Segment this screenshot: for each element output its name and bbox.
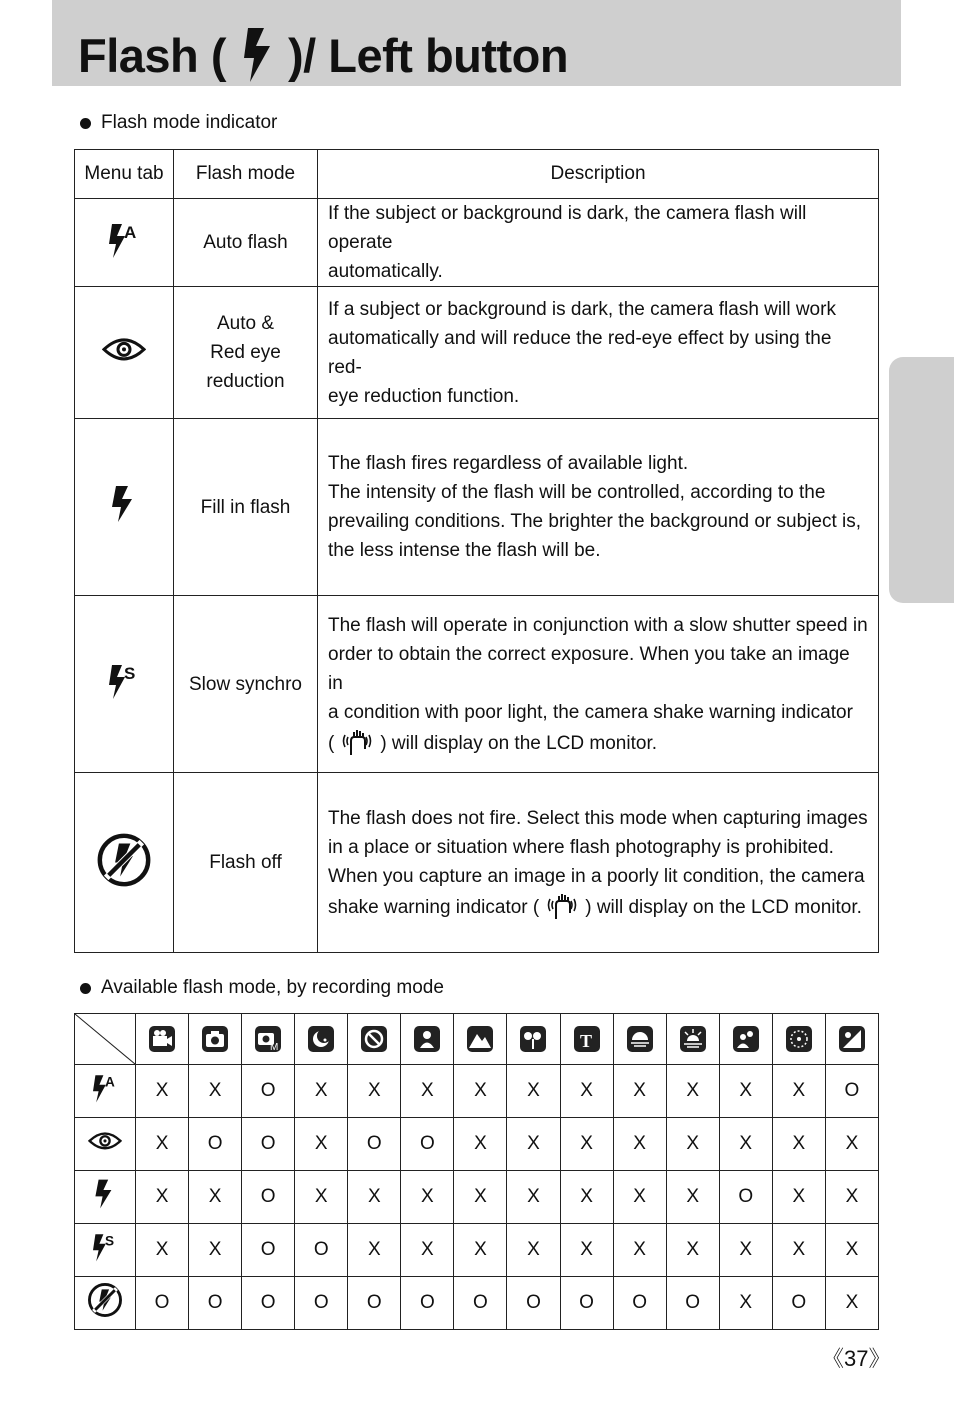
description-line: ) will display on the LCD monitor. [585,896,862,918]
sunset-icon [626,1025,654,1053]
availability-cell: X [454,1224,507,1277]
svg-text:A: A [105,1074,115,1090]
table-row [75,287,879,419]
flash-off-icon [96,832,152,888]
availability-cell: O [295,1224,348,1277]
menu-tab-cell [75,199,174,287]
auto-flash-icon [89,1072,121,1104]
flash-mode-icon-cell [75,1065,136,1118]
availability-cell: X [136,1171,189,1224]
availability-cell: X [507,1065,560,1118]
availability-cell: O [825,1065,878,1118]
text-icon [573,1025,601,1053]
flash-mode-name: reduction [206,371,285,392]
table-row [75,199,879,287]
recording-mode-header-row [75,1014,879,1065]
availability-cell: X [348,1171,401,1224]
flash-mode-table-body [75,199,879,953]
recording-mode-cell [189,1014,242,1065]
description-line: order to obtain the correct exposure. When you take an image in [328,643,850,694]
auto-icon [360,1025,388,1053]
flash-mode-name: Slow synchro [189,673,302,695]
bullet-icon [80,983,91,994]
availability-cell: X [613,1171,666,1224]
camera-shake-icon [545,891,579,921]
availability-cell: O [613,1277,666,1330]
availability-cell: X [401,1065,454,1118]
flash-mode-cell [174,596,318,773]
table-row [75,773,879,953]
table-row [75,1277,879,1330]
table-header-row [75,150,879,199]
description-line: The intensity of the flash will be controlled, according to the [328,482,826,503]
availability-cell: O [666,1277,719,1330]
recording-mode-cell [454,1014,507,1065]
recording-mode-cell [242,1014,295,1065]
recording-mode-cell [666,1014,719,1065]
availability-cell: X [666,1224,719,1277]
night-icon [307,1025,335,1053]
recording-mode-cell [401,1014,454,1065]
availability-cell: O [401,1277,454,1330]
flash-mode-icon-cell [75,1277,136,1330]
corner-cell [75,1014,136,1065]
availability-cell: X [772,1065,825,1118]
flash-mode-cell [174,773,318,953]
availability-cell: X [719,1277,772,1330]
section-label: Available flash mode, by recording mode [101,977,444,998]
section-flash-mode-indicator [80,112,277,134]
page-number: 《37》 [822,1346,891,1371]
availability-cell: X [719,1224,772,1277]
availability-cell: O [136,1277,189,1330]
availability-cell: X [560,1118,613,1171]
flash-mode-icon-cell [75,1171,136,1224]
availability-table [74,1013,879,1330]
column-header: Flash mode [174,150,318,199]
fill-flash-icon [104,484,144,524]
description-cell [318,287,879,419]
backlight-icon [732,1025,760,1053]
flash-mode-table [74,149,879,953]
availability-cell: X [719,1065,772,1118]
availability-cell: O [242,1171,295,1224]
description-line: a condition with poor light, the camera shake warning indicator [328,701,853,723]
availability-cell: X [295,1065,348,1118]
availability-cell: X [825,1171,878,1224]
availability-cell: X [560,1224,613,1277]
availability-cell: O [242,1118,295,1171]
section-label: Flash mode indicator [101,112,278,133]
availability-cell: O [772,1277,825,1330]
availability-cell: X [666,1171,719,1224]
description-line: The flash fires regardless of available light. [328,453,689,474]
flash-mode-cell [174,419,318,596]
availability-cell: X [401,1171,454,1224]
flash-off-icon [87,1282,123,1318]
recording-mode-cell [136,1014,189,1065]
availability-cell: O [719,1171,772,1224]
availability-cell: O [507,1277,560,1330]
menu-tab-cell [75,287,174,419]
availability-cell: O [348,1118,401,1171]
availability-cell: X [189,1224,242,1277]
description-line: If the subject or background is dark, the camera flash will operate [328,203,807,253]
availability-cell: X [560,1065,613,1118]
table-row [75,1171,879,1224]
auto-flash-icon [104,220,144,260]
flash-mode-name: Fill in flash [200,496,291,518]
description-cell [318,773,879,953]
slow-synchro-icon [89,1231,121,1263]
recording-mode-cell [825,1014,878,1065]
page-title [78,26,568,84]
availability-cell: X [401,1224,454,1277]
availability-cell: X [825,1118,878,1171]
fill-flash-icon [89,1178,121,1210]
dawn-icon [679,1025,707,1053]
description-line: The flash does not fire. Select this mode when capturing images [328,807,868,829]
table-row [75,596,879,773]
svg-text:S: S [105,1233,115,1249]
recording-mode-cell [560,1014,613,1065]
availability-cell: X [295,1171,348,1224]
description-line: ( [328,732,335,754]
description-line: shake warning indicator ( [328,896,540,918]
menu-tab-cell [75,419,174,596]
macro-icon [519,1025,547,1053]
table-row [75,1065,879,1118]
slow-synchro-icon [104,661,144,701]
description-line: the less intense the flash will be. [328,540,601,561]
description-line: automatically. [328,261,443,282]
section-available-flash-mode [80,977,444,999]
svg-text:M: M [270,1042,279,1053]
availability-cell: X [295,1118,348,1171]
availability-cell: X [772,1118,825,1171]
camera-shake-icon [340,727,374,757]
availability-cell: X [613,1065,666,1118]
header-bar [52,0,901,86]
svg-text:A: A [124,222,137,242]
manual-icon [254,1025,282,1053]
flash-mode-name: Red eye [210,342,281,363]
availability-cell: X [613,1224,666,1277]
recording-mode-cell [719,1014,772,1065]
portrait-icon [413,1025,441,1053]
description-cell [318,419,879,596]
availability-cell: X [507,1224,560,1277]
availability-cell: O [560,1277,613,1330]
svg-text:T: T [579,1031,592,1051]
availability-cell: O [189,1118,242,1171]
menu-tab-cell [75,773,174,953]
flash-mode-icon-cell [75,1224,136,1277]
column-header: Menu tab [75,150,174,199]
availability-cell: O [242,1065,295,1118]
availability-cell: X [507,1118,560,1171]
description-line: in a place or situation where flash photography is prohibited. [328,836,834,858]
availability-cell: O [242,1224,295,1277]
red-eye-icon [102,334,146,365]
availability-cell: X [454,1171,507,1224]
camera-icon [201,1025,229,1053]
recording-mode-cell [772,1014,825,1065]
description-line: prevailing conditions. The brighter the background or subject is, [328,511,862,532]
title-after: )/ Left button [287,28,569,82]
availability-cell: X [189,1065,242,1118]
recording-mode-cell [348,1014,401,1065]
description-line: The flash will operate in conjunction with a slow shutter speed in [328,614,868,636]
availability-cell: X [189,1171,242,1224]
availability-cell: X [454,1065,507,1118]
menu-tab-cell [75,596,174,773]
table-row [75,1118,879,1171]
availability-cell: O [189,1277,242,1330]
availability-table-body [75,1014,879,1330]
svg-text:S: S [124,664,136,683]
flash-mode-name: Auto & [216,313,275,334]
description-cell [318,596,879,773]
availability-cell: O [401,1118,454,1171]
availability-cell: X [772,1171,825,1224]
availability-cell: X [613,1118,666,1171]
availability-cell: X [136,1224,189,1277]
description-line: ) will display on the LCD monitor. [380,732,657,754]
flash-mode-icon-cell [75,1118,136,1171]
table-row [75,1224,879,1277]
availability-cell: X [348,1065,401,1118]
availability-cell: X [825,1224,878,1277]
availability-cell: X [772,1224,825,1277]
beach-snow-icon [838,1025,866,1053]
availability-cell: O [454,1277,507,1330]
availability-cell: X [666,1065,719,1118]
availability-cell: X [454,1118,507,1171]
availability-cell: O [295,1277,348,1330]
availability-cell: X [136,1065,189,1118]
fireworks-icon [785,1025,813,1053]
column-header: Description [318,150,879,199]
availability-cell: O [242,1277,295,1330]
description-line: When you capture an image in a poorly lit condition, the camera [328,865,865,887]
availability-cell: X [666,1118,719,1171]
flash-mode-cell [174,287,318,419]
availability-cell: X [507,1171,560,1224]
flash-icon [238,26,278,84]
recording-mode-cell [295,1014,348,1065]
recording-mode-cell [613,1014,666,1065]
description-line: eye reduction function. [328,385,520,407]
availability-cell: X [560,1171,613,1224]
flash-mode-name: Auto flash [203,232,288,253]
availability-cell: X [825,1277,878,1330]
flash-mode-name: Flash off [209,852,282,873]
recording-mode-cell [507,1014,560,1065]
red-eye-icon [88,1129,122,1153]
description-cell [318,199,879,287]
description-line: If a subject or background is dark, the camera flash will work [328,298,836,320]
availability-cell: X [348,1224,401,1277]
landscape-icon [466,1025,494,1053]
table-row [75,419,879,596]
availability-cell: O [348,1277,401,1330]
description-line: automatically and will reduce the red-eye effect by using the red- [328,327,832,378]
availability-cell: X [719,1118,772,1171]
bullet-icon [80,118,91,129]
flash-mode-cell [174,199,318,287]
side-tab [889,357,954,603]
title-before: Flash ( [78,28,226,82]
diagonal-line [75,1014,135,1064]
availability-cell: X [136,1118,189,1171]
movie-icon [148,1025,176,1053]
